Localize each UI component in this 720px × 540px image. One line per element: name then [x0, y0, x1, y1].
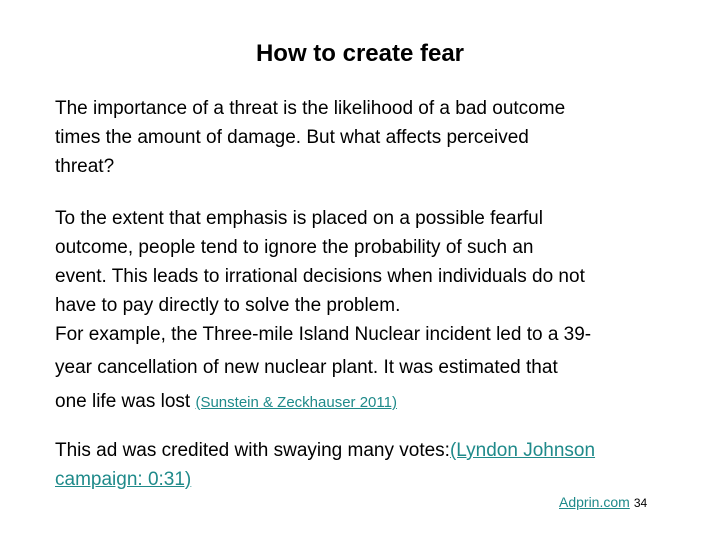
footer — [559, 494, 647, 510]
text-line: threat? — [55, 156, 115, 177]
text-line: event. This leads to irrational decisions when individuals do not — [55, 266, 585, 287]
text-line: times the amount of damage. But what affects perceived — [55, 127, 529, 148]
text-line: year cancellation of new nuclear plant. It was estimated that — [55, 357, 558, 378]
text-line — [55, 387, 591, 417]
citation-link[interactable]: (Sunstein & Zeckhauser 2011) — [195, 394, 397, 411]
text-line: For example, the Three-mile Island Nuclear incident led to a 39- — [55, 324, 592, 345]
video-link-continued[interactable]: campaign: 0:31) — [55, 469, 192, 490]
page-number: 34 — [633, 496, 648, 510]
video-link[interactable]: (Lyndon Johnson — [449, 440, 596, 461]
paragraph-emphasis — [55, 204, 591, 417]
text-fragment: one life was lost — [55, 391, 196, 412]
text-line: have to pay directly to solve the problem. — [55, 295, 401, 316]
text-line: outcome, people tend to ignore the probability of such an — [55, 237, 534, 258]
text-line: To the extent that emphasis is placed on a possible fearful — [55, 208, 543, 229]
text-line — [55, 436, 595, 465]
text-line — [55, 465, 595, 494]
text-line: The importance of a threat is the likelihood of a bad outcome — [55, 98, 566, 119]
adprin-link[interactable]: Adprin.com — [559, 494, 630, 510]
slide-title: How to create fear — [255, 40, 465, 67]
paragraph-ad — [55, 436, 595, 494]
paragraph-threat-definition — [55, 94, 565, 181]
text-fragment: This ad was credited with swaying many votes: — [55, 440, 450, 461]
